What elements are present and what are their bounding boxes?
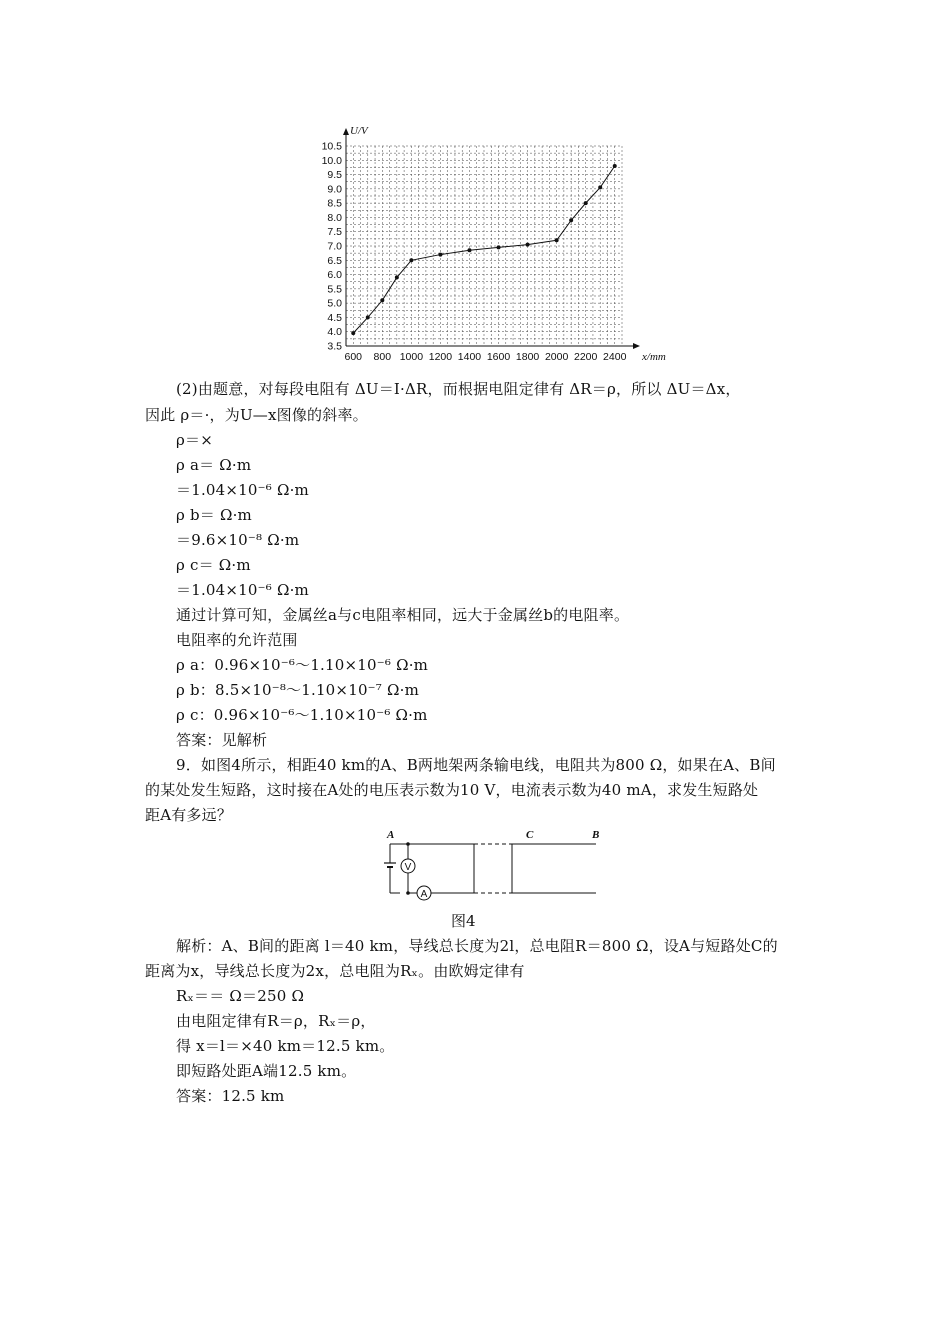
data-point bbox=[598, 185, 602, 189]
x-tick-label: 1400 bbox=[457, 351, 482, 363]
data-point bbox=[584, 201, 588, 205]
data-point bbox=[409, 258, 413, 262]
y-tick-label: 8.0 bbox=[327, 211, 342, 224]
text-line-24: 即短路处距A端12.5 km。 bbox=[176, 1062, 357, 1080]
data-point bbox=[569, 218, 573, 222]
data-point bbox=[395, 275, 399, 279]
label-b: B bbox=[592, 829, 600, 841]
y-tick-label: 4.5 bbox=[327, 311, 342, 324]
text-line-8: ρ c＝ Ω·m bbox=[176, 556, 251, 574]
text-line-4: ρ a＝ Ω·m bbox=[176, 456, 252, 474]
figure-caption: 图4 bbox=[451, 912, 476, 930]
x-tick-label: 2400 bbox=[603, 351, 627, 363]
x-tick-label: 1600 bbox=[486, 351, 511, 363]
text-line-3: ρ＝× bbox=[176, 431, 213, 449]
data-point bbox=[467, 248, 471, 252]
text-line-9: ＝1.04×10⁻⁶ Ω·m bbox=[176, 581, 309, 599]
chart-svg bbox=[300, 118, 680, 368]
text-line-18: 距A有多远？ bbox=[145, 806, 233, 824]
x-tick-label: 2200 bbox=[574, 351, 598, 363]
y-tick-label: 7.5 bbox=[327, 226, 342, 239]
data-point bbox=[380, 298, 384, 302]
x-tick-label: 1800 bbox=[515, 351, 540, 363]
data-point bbox=[555, 238, 559, 242]
data-point bbox=[438, 253, 442, 257]
voltmeter-label: V bbox=[404, 862, 412, 873]
circuit-figure bbox=[378, 826, 608, 906]
data-point bbox=[613, 164, 617, 168]
text-line-10: 通过计算可知，金属丝a与c电阻率相同，远大于金属丝b的电阻率。 bbox=[176, 606, 630, 624]
y-tick-label: 3.5 bbox=[327, 340, 342, 353]
text-line-2: 因此 ρ＝·，为U—x图像的斜率。 bbox=[145, 406, 368, 424]
x-axis-arrow bbox=[633, 343, 640, 349]
text-line-14: ρ c：0.96×10⁻⁶～1.10×10⁻⁶ Ω·m bbox=[176, 706, 428, 724]
circuit-svg bbox=[378, 826, 608, 906]
text-line-17: 的某处发生短路，这时接在A处的电压表示数为10 V，电流表示数为40 mA，求发生短路处 bbox=[145, 781, 759, 799]
data-point bbox=[366, 315, 370, 319]
label-c: C bbox=[526, 829, 534, 841]
text-line-15: 答案：见解析 bbox=[176, 731, 268, 749]
x-tick-label: 600 bbox=[344, 351, 363, 363]
text-line-13: ρ b：8.5×10⁻⁸～1.10×10⁻⁷ Ω·m bbox=[176, 681, 420, 699]
data-point bbox=[526, 243, 530, 247]
text-line-16: 9．如图4所示，相距40 km的A、B两地架两条输电线，电阻共为800 Ω，如果在A、B间 bbox=[176, 756, 776, 774]
text-line-1: (2)由题意，对每段电阻有 ΔU＝I·ΔR，而根据电阻定律有 ΔR＝ρ，所以 ΔU＝Δx， bbox=[176, 380, 741, 398]
data-point bbox=[351, 331, 355, 335]
y-axis-arrow bbox=[343, 128, 349, 135]
u-x-chart bbox=[300, 118, 680, 368]
x-tick-label: 1200 bbox=[428, 351, 453, 363]
y-tick-label: 5.0 bbox=[327, 297, 342, 310]
text-line-23: 得 x＝l＝×40 km＝12.5 km。 bbox=[176, 1037, 395, 1055]
text-line-5: ＝1.04×10⁻⁶ Ω·m bbox=[176, 481, 309, 499]
x-tick-label: 2000 bbox=[544, 351, 569, 363]
text-line-22: 由电阻定律有R＝ρ，Rₓ＝ρ， bbox=[176, 1012, 376, 1030]
y-tick-label: 10.0 bbox=[321, 154, 342, 167]
y-tick-label: 9.0 bbox=[327, 183, 342, 196]
text-line-19: 解析：A、B间的距离 l＝40 km，导线总长度为2l，总电阻R＝800 Ω，设A与短路处C的 bbox=[176, 937, 778, 955]
data-point bbox=[497, 245, 501, 249]
y-tick-label: 4.0 bbox=[327, 326, 342, 339]
y-axis-label: U/V bbox=[350, 125, 368, 137]
text-line-25: 答案：12.5 km bbox=[176, 1087, 285, 1105]
text-line-20: 距离为x，导线总长度为2x，总电阻为Rₓ。由欧姆定律有 bbox=[145, 962, 525, 980]
text-line-7: ＝9.6×10⁻⁸ Ω·m bbox=[176, 531, 300, 549]
y-tick-label: 6.5 bbox=[327, 254, 342, 267]
y-tick-label: 8.5 bbox=[327, 197, 342, 210]
x-tick-label: 1000 bbox=[399, 351, 424, 363]
ammeter-label: A bbox=[420, 889, 428, 900]
y-tick-label: 7.0 bbox=[327, 240, 342, 253]
x-axis-label: x/mm bbox=[642, 351, 666, 363]
text-line-11: 电阻率的允许范围 bbox=[176, 631, 298, 649]
y-tick-label: 10.5 bbox=[321, 140, 342, 153]
y-tick-label: 9.5 bbox=[327, 169, 342, 182]
text-line-6: ρ b＝ Ω·m bbox=[176, 506, 252, 524]
label-a: A bbox=[387, 829, 395, 841]
y-tick-label: 6.0 bbox=[327, 269, 342, 282]
text-line-12: ρ a：0.96×10⁻⁶～1.10×10⁻⁶ Ω·m bbox=[176, 656, 429, 674]
x-tick-label: 800 bbox=[373, 351, 392, 363]
text-line-21: Rₓ＝＝ Ω＝250 Ω bbox=[176, 987, 305, 1005]
y-tick-label: 5.5 bbox=[327, 283, 342, 296]
